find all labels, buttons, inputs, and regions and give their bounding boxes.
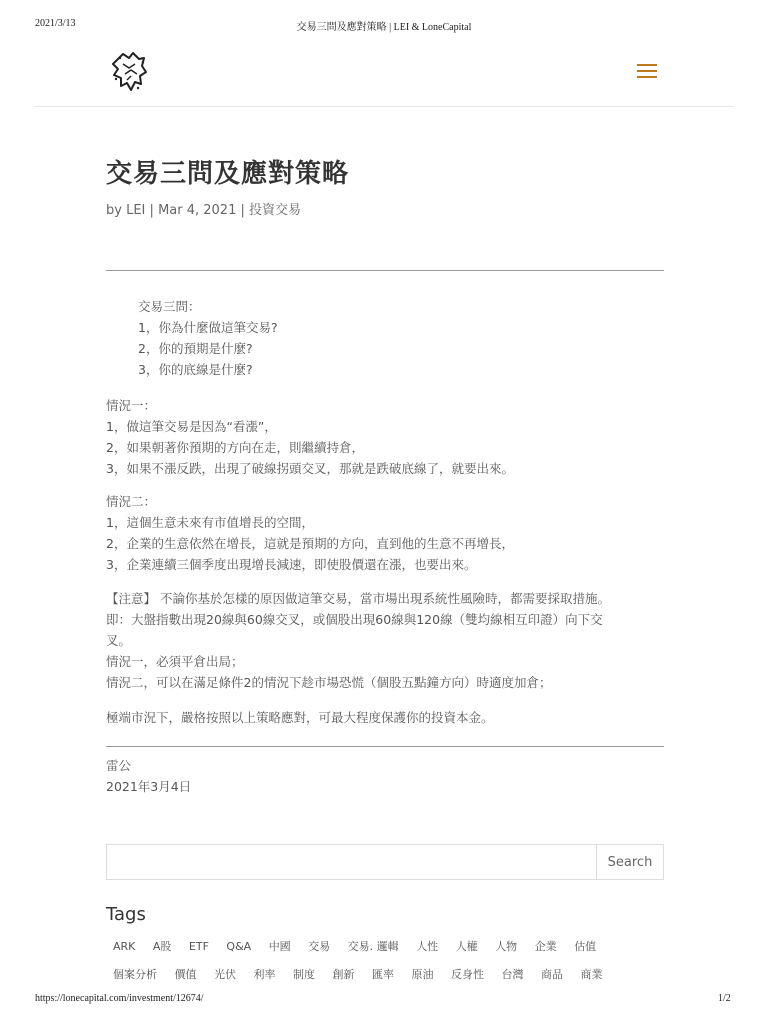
tag-link[interactable]: 交易 [308, 940, 331, 953]
tag-link[interactable]: 個案分析 [113, 968, 157, 981]
tag-link[interactable]: 創新 [332, 968, 355, 981]
print-date: 2021/3/13 [35, 18, 76, 29]
question-item: 1，你為什麼做這筆交易? [138, 320, 278, 335]
questions-block [138, 296, 698, 380]
case1-heading: 情況一： [106, 398, 157, 413]
tag-link[interactable]: 原油 [411, 968, 434, 981]
tags-heading: Tags [106, 904, 146, 925]
case2-item: 3，企業連續三個季度出現增長減速，即使股價還在漲，也要出來。 [106, 557, 477, 572]
tag-link[interactable]: 商業 [580, 968, 603, 981]
tag-link[interactable]: 人物 [495, 940, 518, 953]
case1-block [106, 395, 666, 479]
hamburger-menu-icon[interactable] [637, 62, 659, 80]
tag-link[interactable]: 利率 [253, 968, 276, 981]
question-item: 3，你的底線是什麼? [138, 362, 253, 377]
tag-link[interactable]: Q&A [226, 940, 252, 953]
tag-link[interactable]: 人權 [455, 940, 478, 953]
question-item: 2，你的預期是什麼? [138, 341, 253, 356]
tag-link[interactable]: 人性 [416, 940, 439, 953]
note-line: 即：大盤指數出現20線與60線交叉，或個股出現60線與120線（雙均線相互印證）向下交 [106, 612, 603, 627]
search-form [106, 844, 664, 880]
questions-heading: 交易三問： [138, 299, 201, 314]
site-header [35, 40, 733, 107]
search-input[interactable] [107, 845, 597, 879]
search-button[interactable]: Search [596, 845, 663, 879]
tag-row [113, 966, 617, 982]
note-line: 情況一，必須平倉出局； [106, 654, 244, 669]
note-line: 情況二，可以在滿足條件2的情況下趁市場恐慌（個股五點鐘方向）時適度加倉； [106, 675, 552, 690]
case1-item: 1，做這筆交易是因為“看漲”， [106, 419, 277, 434]
tag-link[interactable]: 反身性 [451, 968, 484, 981]
post-meta [106, 199, 301, 218]
tag-link[interactable]: ARK [113, 940, 136, 953]
print-url: https://lonecapital.com/investment/12674/ [35, 993, 204, 1004]
tag-link[interactable]: 交易. 邏輯 [347, 940, 399, 953]
print-header [0, 18, 768, 32]
case2-item: 2，企業的生意依然在增長，這就是預期的方向，直到他的生意不再增長， [106, 536, 514, 551]
tag-link[interactable]: 中國 [268, 940, 291, 953]
print-page-number: 1/2 [718, 993, 731, 1004]
tag-link[interactable]: 光伏 [214, 968, 236, 981]
meta-separator: | [240, 203, 245, 218]
tag-link[interactable]: 制度 [293, 968, 315, 981]
tag-link[interactable]: 匯率 [372, 968, 394, 981]
author-link[interactable]: LEI [126, 203, 146, 218]
divider [106, 270, 664, 271]
tag-link[interactable]: ETF [188, 940, 209, 953]
case1-item: 3，如果不漲反跌，出現了破線拐頭交叉，那就是跌破底線了，就要出來。 [106, 461, 514, 476]
note-block [106, 588, 666, 693]
tag-link[interactable]: 商品 [541, 968, 563, 981]
post-title: 交易三問及應對策略 [106, 159, 350, 189]
brain-sketch-logo-icon[interactable] [109, 50, 149, 94]
case2-item: 1，這個生意未來有市值增長的空間， [106, 515, 314, 530]
meta-by: by [106, 203, 122, 218]
post-date: Mar 4, 2021 [158, 203, 237, 218]
tag-link[interactable]: 台灣 [501, 968, 524, 981]
meta-separator: | [149, 203, 154, 218]
case1-item: 2，如果朝著你預期的方向在走，則繼續持倉， [106, 440, 364, 455]
divider [106, 746, 664, 747]
print-title: 交易三問及應對策略 | LEI & LoneCapital [296, 22, 472, 33]
note-line: 叉。 [106, 633, 132, 648]
note-line: 【注意】 不論你基於怎樣的原因做這筆交易，當市場出現系統性風險時，都需要採取措施。 [106, 591, 610, 606]
tag-row [113, 938, 610, 954]
case2-heading: 情況二： [106, 494, 157, 509]
signature-name: 雷公 [106, 758, 132, 773]
tag-link[interactable]: 價值 [174, 968, 197, 981]
category-link[interactable]: 投資交易 [249, 203, 302, 218]
conclusion: 極端市況下，嚴格按照以上策略應對，可最大程度保護你的投資本金。 [106, 710, 494, 725]
case2-block [106, 491, 666, 575]
tag-link[interactable]: 估值 [574, 940, 597, 953]
tag-link[interactable]: A股 [152, 940, 172, 953]
signature-block [106, 755, 666, 797]
tag-link[interactable]: 企業 [534, 940, 557, 953]
signature-date: 2021年3月4日 [106, 779, 192, 794]
